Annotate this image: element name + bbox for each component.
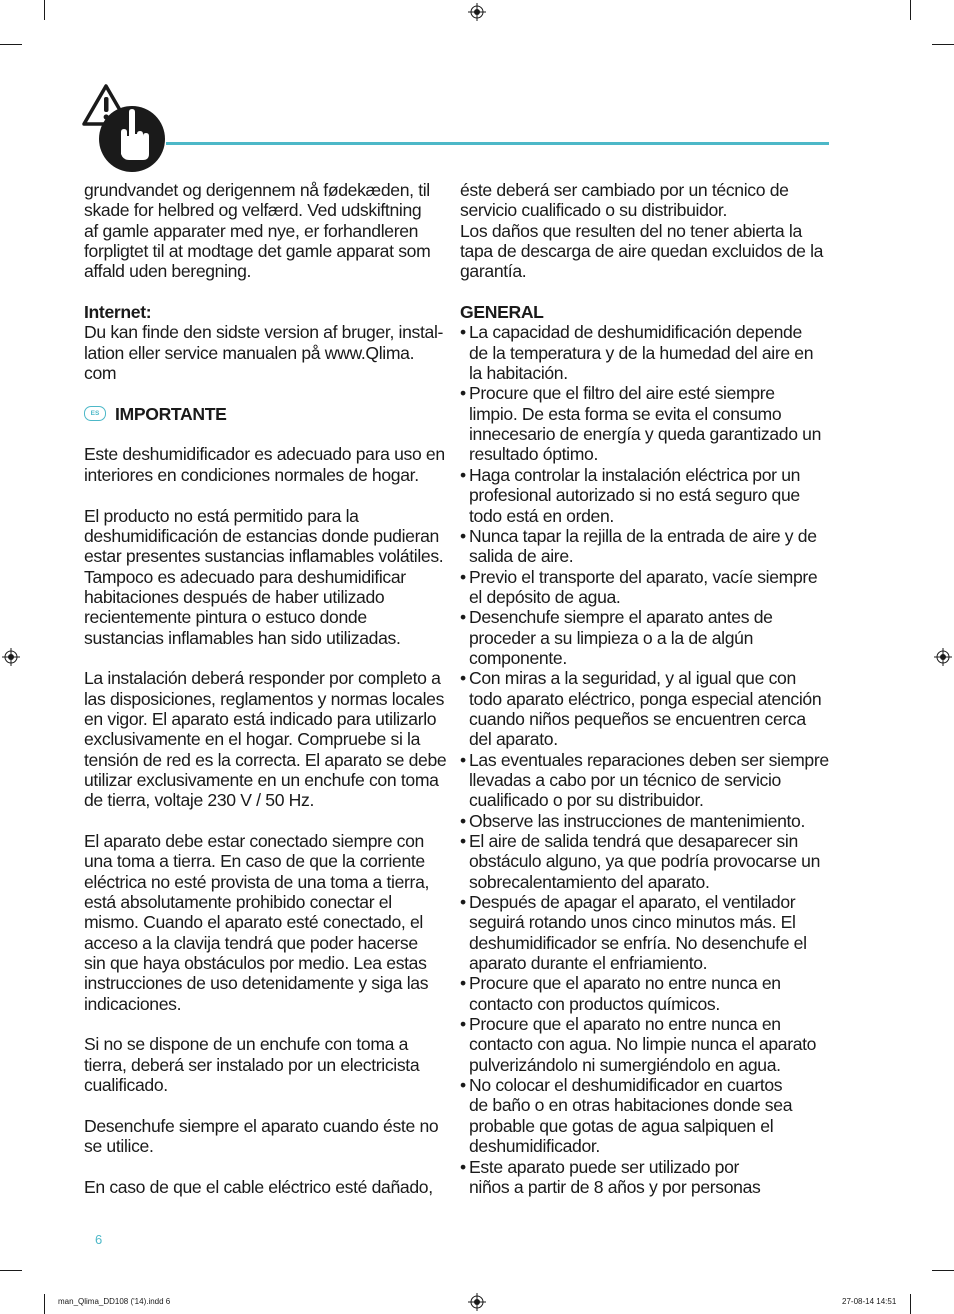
crop-mark [0,44,22,45]
registration-mark-icon [468,1293,486,1311]
list-item: • El aire de salida tendrá que desaparecer sin obstáculo alguno, ya que podría provocarse un sobrecalentamiento del aparato. [460,831,832,892]
list-item: • Con miras a la seguridad, y al igual que con todo aparato eléctrico, ponga especial atención cuando niños pequeños se encuentren cerca del aparato. [460,668,832,749]
list-item: • Previo el transporte del aparato, vacíe siempre el depósito de agua. [460,567,832,608]
importante-heading-row [84,404,454,424]
internet-heading: Internet: [84,302,152,323]
paragraph: En caso de que el cable eléctrico esté dañado, [84,1176,433,1197]
crop-mark [910,0,911,20]
registration-mark-icon [934,648,952,666]
importante-heading: IMPORTANTE [115,403,227,424]
list-item: • Observe las instrucciones de mantenimiento. [460,811,832,831]
header-rule [166,142,829,145]
paragraph: La instalación deberá responder por completo a las disposiciones, reglamentos y normas locales en vigor. El aparato está indicado para utilizarlo exclusivamente en el hogar. Compruebe si la tensión de red es la correcta. El aparato se debe utilizar exclusivamente en un enchufe con toma de tierra, voltaje 230 V / 50 Hz. [84,668,447,811]
crop-mark [932,1270,954,1271]
page-number: 6 [95,1232,103,1247]
list-item: • La capacidad de deshumidificación depende de la temperatura y de la humedad del aire en la habitación. [460,322,832,383]
left-column [84,180,454,1197]
paragraph: Desenchufe siempre el aparato cuando éste no se utilice. [84,1115,439,1157]
file-slug: man_Qlima_DD108 ('14).indd 6 [58,1297,171,1306]
list-item: • Desenchufe siempre el aparato antes de proceder a su limpieza o a la de algún componente. [460,607,832,668]
language-badge: ES [84,406,106,421]
paragraph: grundvandet og derigennem nå fødekæden, til skade for helbred og velfærd. Ved udskiftning af gamle apparater med nye, er forhandleren forpligtet til at modtage det gamle apparat som affald uden beregning. [84,180,431,282]
warning-hand-icon [82,84,168,174]
crop-mark [44,0,45,20]
paragraph: El aparato debe estar conectado siempre con una toma a tierra. En caso de que la corriente eléctrica no esté provista de una toma a tierra, está absolutamente prohibido conectar el mismo. Cuando el aparato esté conectado, el acceso a la clavija tendrá que poder hacerse sin que haya obstáculos por medio. Lea estas instrucciones de uso detenidamente y siga las indicaciones. [84,831,430,1014]
crop-mark [44,1294,45,1314]
paragraph: Este deshumidificador es adecuado para uso en interiores en condiciones normales de hogar. [84,444,445,485]
internet-text: Du kan finde den sidste version af bruger, instal- lation eller service manualen på www.Qlima. com [84,322,444,384]
crop-mark [0,1270,22,1271]
paragraph: El producto no está permitido para la deshumidificación de estancias donde pudieran estar presentes sustancias inflamables volátiles. Tampoco es adecuado para deshumidificar habitaciones después de haber utilizado recientemente pintura o estuco donde sustancias inflamables han sido utilizadas. [84,505,444,648]
list-item: • Este aparato puede ser utilizado por niños a partir de 8 años y por personas [460,1157,832,1198]
list-item: • Procure que el filtro del aire esté siempre limpio. De esta forma se evita el consumo innecesario de energía y queda garantizado un resultado óptimo. [460,383,832,464]
list-item: • Después de apagar el aparato, el ventilador seguirá rotando unos cinco minutos más. El deshumidificador se enfría. No desenchufe el aparato durante el enfriamiento. [460,892,832,973]
crop-mark [932,44,954,45]
registration-mark-icon [468,3,486,21]
list-item: • No colocar el deshumidificador en cuartos de baño o en otras habitaciones donde sea probable que gotas de agua salpiquen el deshumidificador. [460,1075,832,1156]
list-item: • Haga controlar la instalación eléctrica por un profesional autorizado si no está seguro que todo está en orden. [460,465,832,526]
pointing-hand-icon [99,106,165,172]
date-slug: 27-08-14 14:51 [842,1297,897,1306]
paragraph: Si no se dispone de un enchufe con toma a tierra, deberá ser instalado por un electricista cualificado. [84,1034,420,1096]
list-item: • Las eventuales reparaciones deben ser siempre llevadas a cabo por un técnico de servicio cualificado o por su distribuidor. [460,750,832,811]
registration-mark-icon [2,648,20,666]
right-column [460,180,832,1197]
list-item: • Procure que el aparato no entre nunca en contacto con productos químicos. [460,973,832,1014]
list-item: • Procure que el aparato no entre nunca en contacto con agua. No limpie nunca el aparato pulverizándolo ni sumergiéndolo en agua. [460,1014,832,1075]
general-heading: GENERAL [460,302,544,323]
general-list [460,322,832,1197]
crop-mark [910,1294,911,1314]
list-item: • Nunca tapar la rejilla de la entrada de aire y de salida de aire. [460,526,832,567]
paragraph: éste deberá ser cambiado por un técnico de servicio cualificado o su distribuidor. Los daños que resulten del no tener abierta la tapa de descarga de aire quedan excluidos de la garantía. [460,180,824,282]
